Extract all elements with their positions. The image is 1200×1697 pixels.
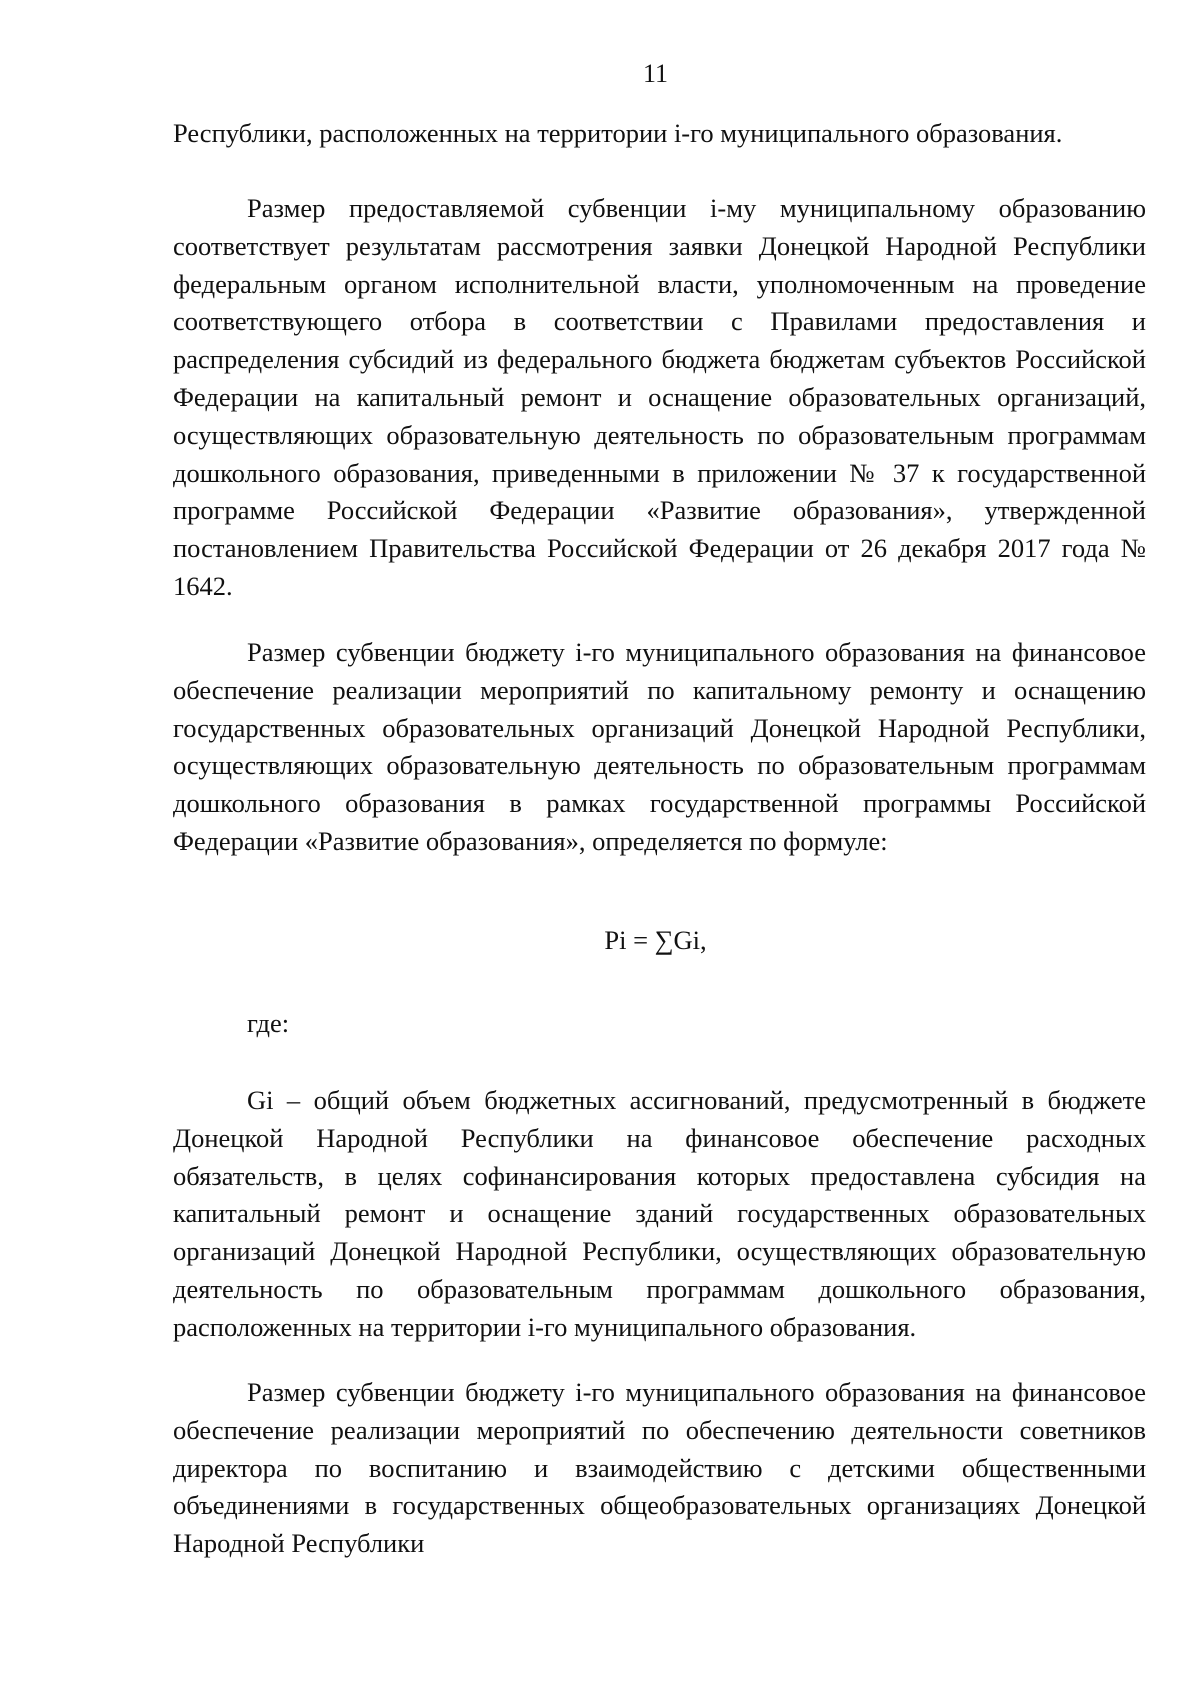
where-label: где: — [247, 1008, 290, 1038]
paragraph-gi-definition: Gi – общий объем бюджетных ассигнований, предусмотренный в бюджете Донецкой Народной Республики на финансовое обеспечение расходных обязательств, в целях софинансирования которых предоставлена субсидия на капитальный ремонт и оснащение зданий государственных образовательных организаций Донецкой Народной Республики, осуществляющих образовательную деятельность по образовательным программам дошкольного образования, расположенных на территории i-го муниципального образования. — [173, 1085, 1146, 1342]
paragraph-subvention-size: Размер предоставляемой субвенции i-му муниципальному образованию соответствует результатам рассмотрения заявки Донецкой Народной Республики федеральным органом исполнительной власти, уполномоченным на проведение соответствующего отбора в соответствии с Правилами предоставления и распределения субсидий из федерального бюджета бюджетам субъектов Российской Федерации на капитальный ремонт и оснащение образовательных организаций, осуществляющих образовательную деятельность по образовательным программам дошкольного образования, приведенными в приложении № 37 к государственной программе Российской Федерации «Развитие образования», утвержденной постановлением Правительства Российской Федерации от 26 декабря 2017 года № 1642. — [173, 193, 1146, 601]
formula: Pi = ∑Gi, — [604, 925, 707, 955]
page-number: 11 — [642, 59, 669, 88]
paragraph-advisors-subvention: Размер субвенции бюджету i-го муниципального образования на финансовое обеспечение реализации мероприятий по обеспечению деятельности советников директора по воспитанию и взаимодействию с детскими общественными объединениями в государственных общеобразовательных организациях Донецкой Народной Республики — [173, 1377, 1146, 1559]
paragraph-capital-repair-subvention: Размер субвенции бюджету i-го муниципального образования на финансовое обеспечение реализации мероприятий по капитальному ремонту и оснащению государственных образовательных организаций Донецкой Народной Республики, осуществляющих образовательную деятельность по образовательным программам дошкольного образования в рамках государственной программы Российской Федерации «Развитие образования», определяется по формуле: — [173, 637, 1146, 856]
continuation-line: Республики, расположенных на территории i-го муниципального образования. — [173, 118, 1063, 148]
